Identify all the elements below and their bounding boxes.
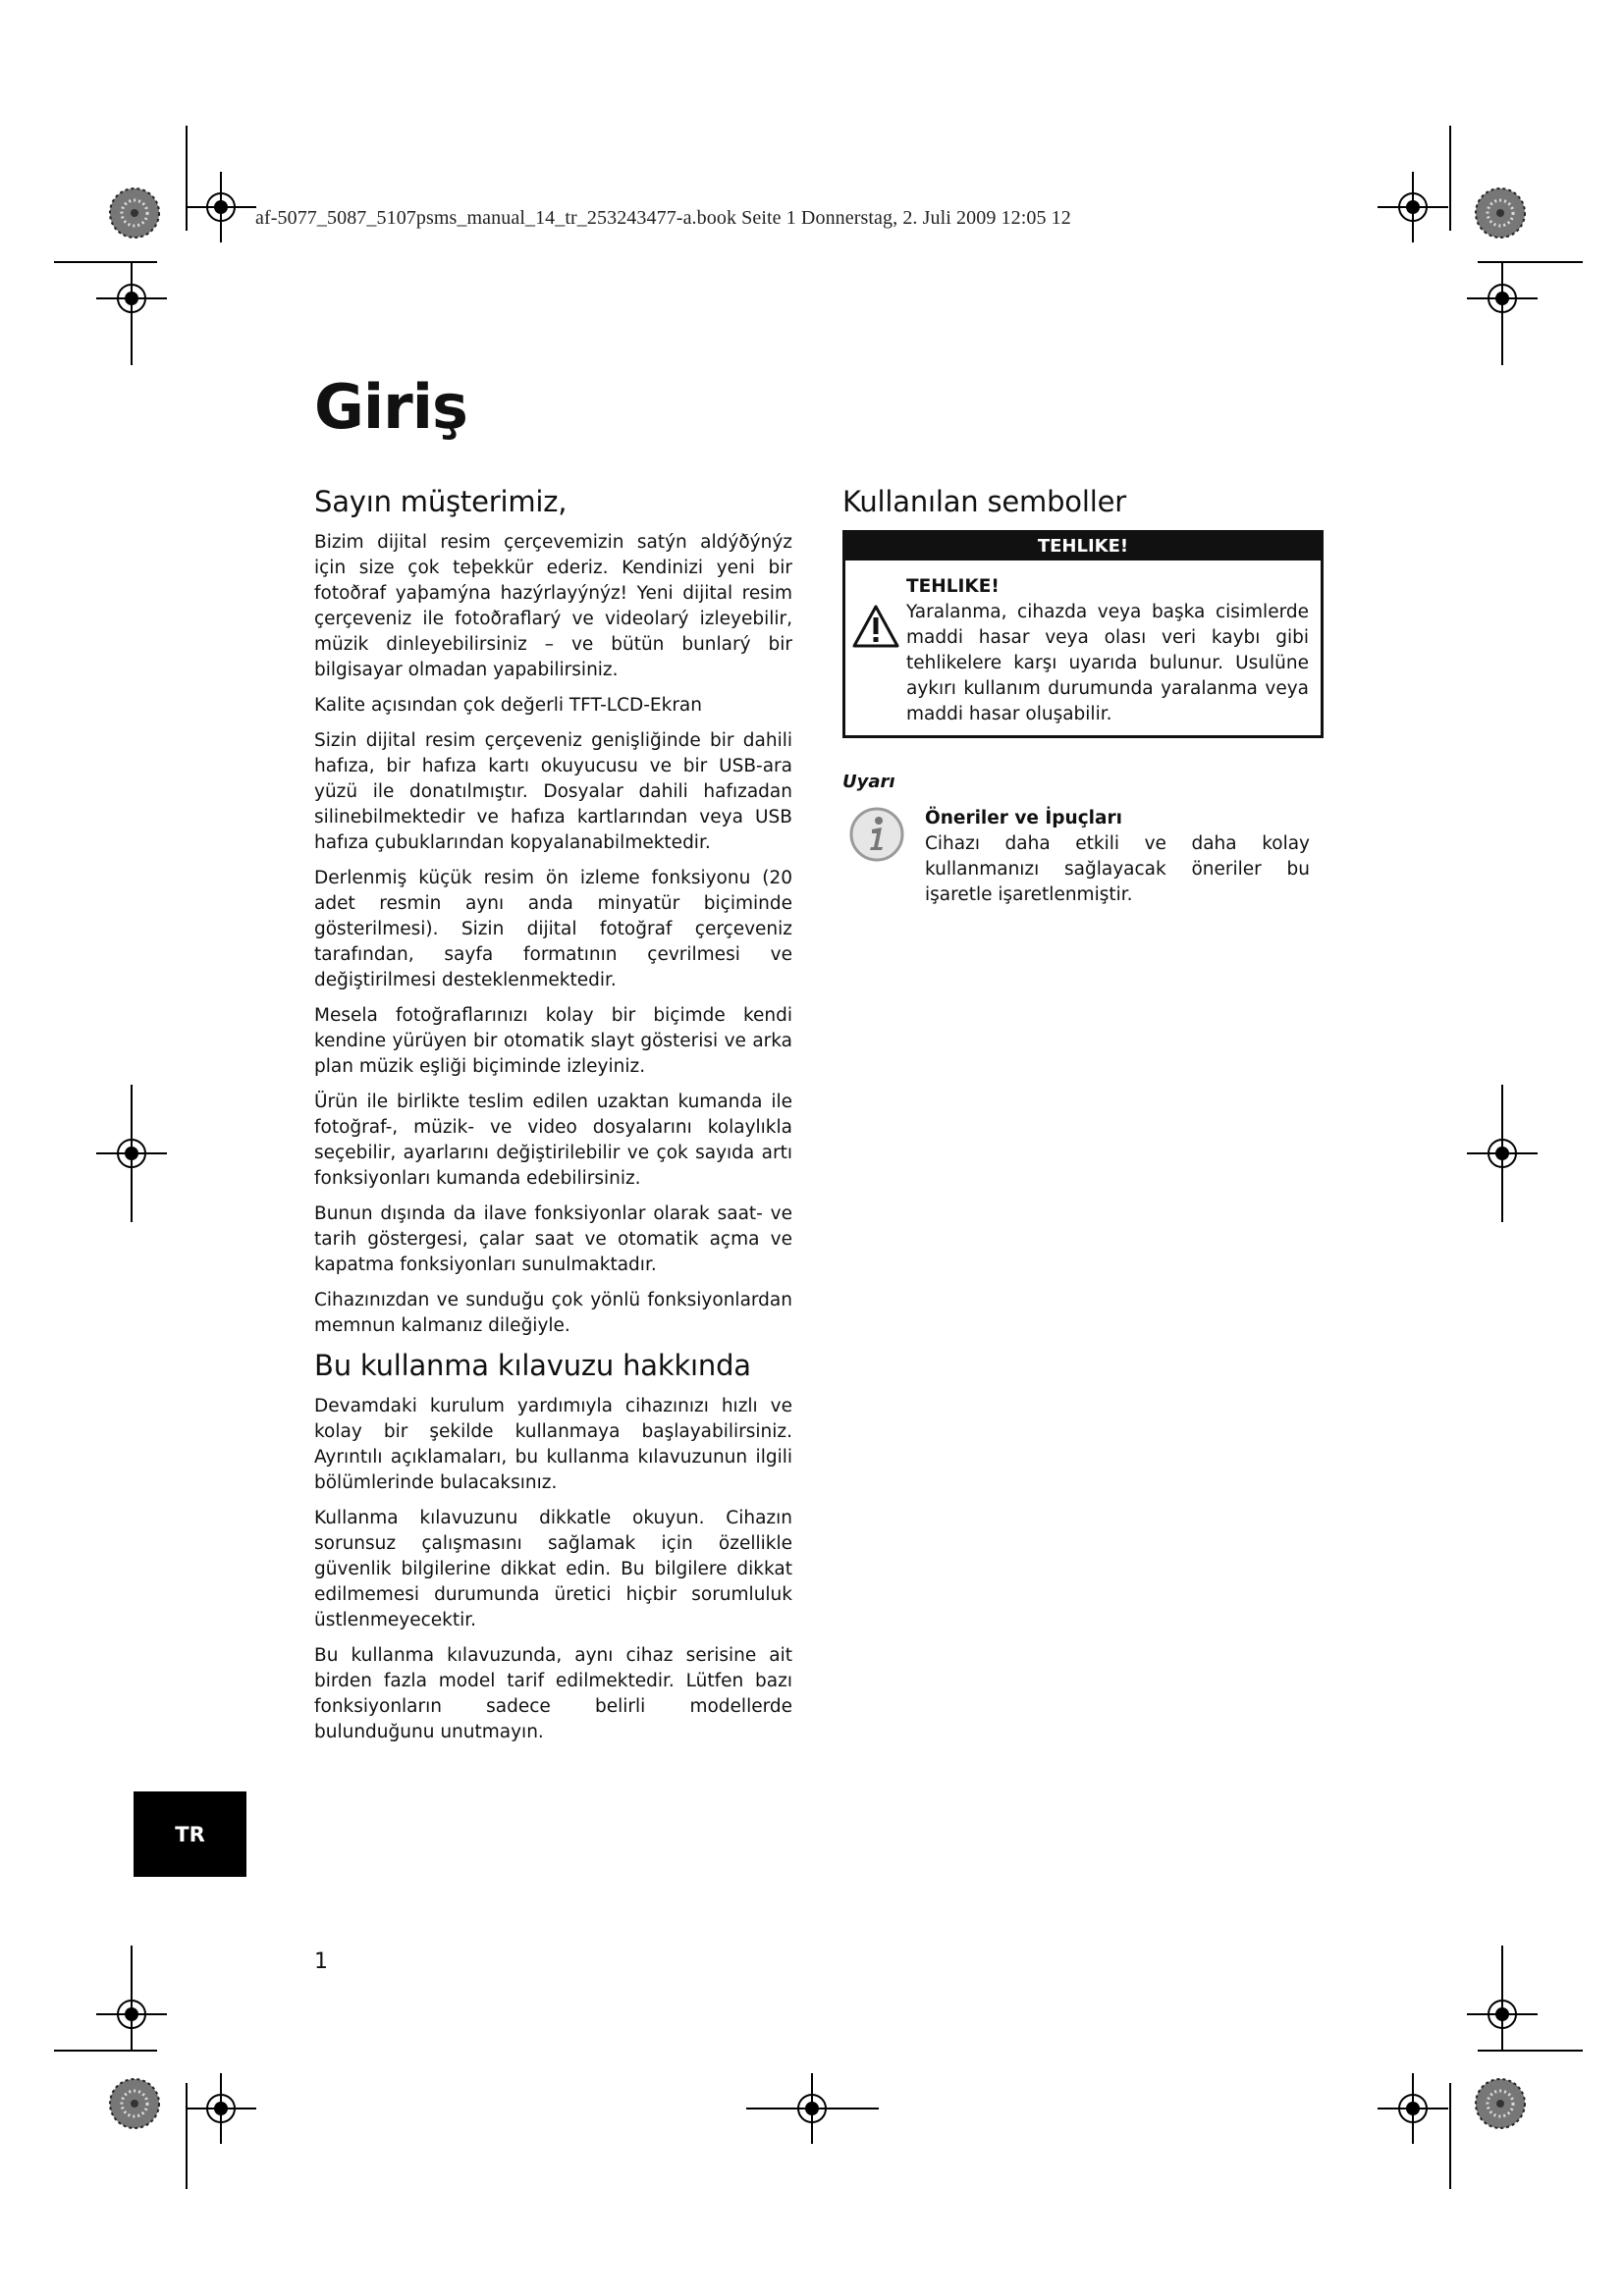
danger-box	[842, 530, 1324, 738]
paragraph: Cihazınızdan ve sunduğu çok yönlü fonksiyonlardan memnun kalmanız dileğiyle.	[314, 1290, 792, 1336]
color-wheel-icon	[110, 188, 159, 238]
danger-label: TEHLIKE!	[906, 576, 1000, 597]
paragraph: Devamdaki kurulum yardımıyla cihazınızı hızlı ve kolay bir şekilde kullanmaya başlayabilirsiniz. Ayrıntılı açıklamaları, bu kullanma kılavuzunun ilgili bölümlerinde bulacaksınız.	[314, 1396, 792, 1493]
left-column	[314, 485, 792, 1755]
page-title: Giriş	[314, 371, 467, 443]
section-heading-welcome: Sayın müşterimiz,	[314, 485, 568, 518]
tip-block	[842, 806, 1324, 908]
section-heading-about-manual: Bu kullanma kılavuzu hakkında	[314, 1349, 751, 1382]
right-column	[842, 485, 1324, 908]
registration-target-icon	[96, 1979, 167, 2050]
paragraph: Bizim dijital resim çerçevemizin satýn aldýðýnýz için size çok teþekkür ederiz. Kendinizi yeni bir fotoðraf yaþamýna hazýrlayýnýz! Yeni dijital resim çerçeveniz ile fotoðraflarý ve videolarý izleyebilir, müzik dinleyebilirsiniz – ve bütün bunlarý bir bilgisayar olmadan yapabilirsiniz.	[314, 532, 792, 680]
paragraph: Sizin dijital resim çerçeveniz genişliğinde bir dahili hafıza, bir hafıza kartı okuyucusu ve bir USB-ara yüzü ile donatılmıştır. Dosyalar dahili hafızadan silinebilmektedir ve hafıza kartlarından veya USB hafıza çubuklarından kopyalanabilmektedir.	[314, 730, 792, 853]
paragraph: Ürün ile birlikte teslim edilen uzaktan kumanda ile fotoğraf-, müzik- ve video dosyalarını kolaylıkla seçebilir, ayarlarını değiştirilebilir ve çok sayıda artı fonksiyonları kumanda edebilirsiniz.	[314, 1092, 792, 1189]
paragraph: Kalite açısından çok değerli TFT-LCD-Ekran	[314, 695, 702, 716]
registration-target-icon	[186, 172, 256, 242]
section-heading-symbols: Kullanılan semboller	[842, 485, 1126, 518]
danger-box-header: TEHLIKE!	[845, 533, 1321, 561]
color-wheel-icon	[1476, 188, 1525, 238]
language-tab: TR	[134, 1791, 246, 1877]
note-label: Uyarı	[842, 772, 895, 792]
color-wheel-icon	[110, 2079, 159, 2128]
registration-target-icon	[186, 2073, 256, 2144]
paragraph: Derlenmiş küçük resim ön izleme fonksiyonu (20 adet resmin aynı anda minyatür biçiminde gösterilmesi). Sizin dijital fotoğraf çerçeveniz tarafından, sayfa formatının çevrilmesi ve değiştirilmesi desteklenmektedir.	[314, 868, 792, 990]
warning-triangle-icon	[851, 574, 906, 727]
tip-label: Öneriler ve İpuçları	[925, 808, 1122, 828]
paragraph: Mesela fotoğraflarınızı kolay bir biçimde kendi kendine yürüyen bir otomatik slayt gösterisi ve arka plan müzik eşliği biçiminde izleyiniz.	[314, 1005, 792, 1077]
color-wheel-icon	[1476, 2079, 1525, 2128]
paragraph: Kullanma kılavuzunu dikkatle okuyun. Cihazın sorunsuz çalışmasını sağlamak için özellikle güvenlik bilgilerine dikkat edin. Bu bilgilere dikkat edilmemesi durumunda üretici hiçbir sorumluluk üstlenmeyecektir.	[314, 1508, 792, 1630]
info-icon	[842, 806, 925, 908]
tip-text: Cihazı daha etkili ve daha kolay kullanmanızı sağlayacak öneriler bu işaretle işaretlenmiştir.	[925, 833, 1310, 905]
page-number: 1	[314, 1949, 328, 1974]
registration-target-icon	[1378, 172, 1448, 242]
paragraph: Bunun dışında da ilave fonksiyonlar olarak saat- ve tarih göstergesi, çalar saat ve otomatik açma ve kapatma fonksiyonları sunulmaktadır.	[314, 1203, 792, 1275]
paragraph: Bu kullanma kılavuzunda, aynı cihaz serisine ait birden fazla model tarif edilmektedir. Lütfen bazı fonksiyonların sadece belirli modellerde bulunduğunu unutmayın.	[314, 1645, 792, 1742]
danger-text: Yaralanma, cihazda veya başka cisimlerde maddi hasar veya olası veri kaybı gibi tehlikelere karşı uyarıda bulunur. Usulüne aykırı kullanım durumunda yaralanma veya maddi hasar oluşabilir.	[906, 602, 1309, 724]
registration-target-icon	[1378, 2073, 1448, 2144]
registration-target-icon	[1467, 1979, 1538, 2050]
print-header: af-5077_5087_5107psms_manual_14_tr_253243477-a.book Seite 1 Donnerstag, 2. Juli 2009 12:05 12	[255, 207, 1071, 229]
